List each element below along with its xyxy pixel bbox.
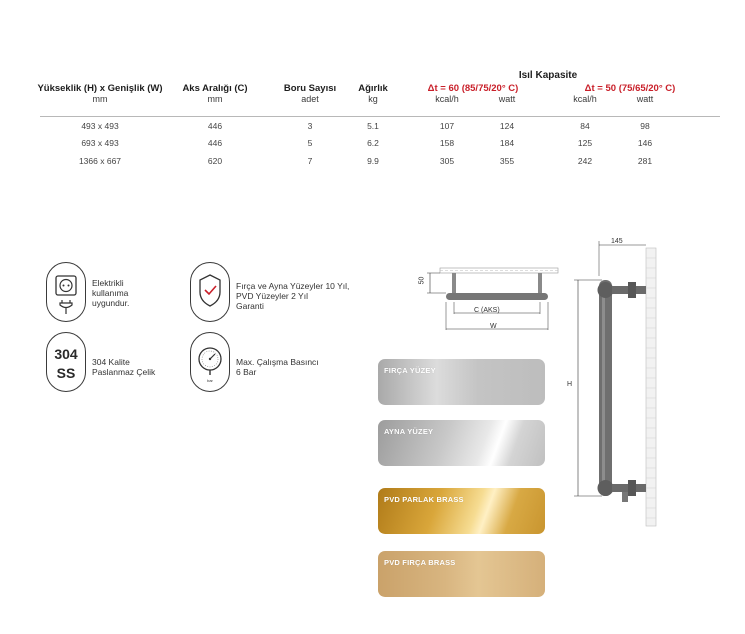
col-axis-title: Aks Aralığı (C) (182, 83, 248, 94)
cell-axis: 446 (207, 121, 223, 131)
finish-swatch-pvd-polished-brass[interactable] (378, 488, 545, 534)
pressure-gauge-icon (191, 333, 229, 391)
cell-d60-kcal: 158 (439, 138, 455, 148)
cell-d50-kcal: 84 (580, 121, 590, 131)
cell-d60-watt: 124 (499, 121, 515, 131)
finish-label: AYNA YÜZEY (384, 427, 434, 436)
dim-145-label: 145 (611, 238, 623, 245)
cell-weight: 9.9 (367, 156, 379, 166)
pressure-line-2: 6 Bar (236, 367, 257, 377)
cell-axis: 446 (207, 138, 223, 148)
warranty-line-3: Garanti (236, 301, 264, 311)
cell-d50-watt: 281 (637, 156, 653, 166)
electric-line-3: uygundur. (92, 298, 130, 308)
side-view-diagram (568, 236, 668, 536)
steel-badge-top: 304 (54, 346, 78, 362)
delta60-unit-kcal: kcal/h (435, 94, 459, 104)
col-pipes-title: Boru Sayısı (283, 83, 337, 94)
steel-line-1: 304 Kalite (92, 357, 130, 367)
cell-pipes: 3 (307, 121, 313, 131)
delta50-unit-watt: watt (636, 94, 654, 104)
cell-d60-kcal: 107 (439, 121, 455, 131)
delta50-title: Δt = 50 (75/65/20° C) (584, 83, 676, 94)
cell-d50-kcal: 242 (577, 156, 593, 166)
gauge-bar-label: bar (207, 378, 213, 383)
finish-label: FIRÇA YÜZEY (384, 366, 436, 375)
cell-d50-kcal: 125 (577, 138, 593, 148)
finish-label: PVD PARLAK BRASS (384, 495, 464, 504)
cell-d60-watt: 355 (499, 156, 515, 166)
electric-socket-icon (47, 263, 85, 321)
cell-weight: 5.1 (367, 121, 379, 131)
cell-d60-watt: 184 (499, 138, 515, 148)
col-weight-title: Ağırlık (358, 83, 388, 94)
col-axis-unit: mm (207, 94, 223, 104)
pressure-line-1: Max. Çalışma Basıncı (236, 357, 319, 367)
cell-size: 493 x 493 (81, 121, 119, 131)
warranty-text (236, 281, 349, 311)
steel-text (92, 357, 155, 377)
cell-size: 693 x 493 (81, 138, 119, 148)
col-pipes-unit: adet (301, 94, 319, 104)
steel-badge (46, 332, 86, 392)
cell-pipes: 7 (307, 156, 313, 166)
electric-line-2: kullanıma (92, 288, 129, 298)
table-rule (40, 116, 720, 117)
finish-swatch-pvd-brushed-brass[interactable] (378, 551, 545, 597)
steel-badge-bottom: SS (56, 365, 76, 381)
finish-swatch-mirror[interactable] (378, 420, 545, 466)
finish-swatch-brushed[interactable] (378, 359, 545, 405)
cell-d60-kcal: 305 (439, 156, 455, 166)
warranty-badge (190, 262, 230, 322)
pressure-text (236, 357, 319, 377)
cell-weight: 6.2 (367, 138, 379, 148)
finish-label: PVD FIRÇA BRASS (384, 558, 456, 567)
cell-axis: 620 (207, 156, 223, 166)
delta60-title: Δt = 60 (85/75/20° C) (427, 83, 519, 94)
shield-check-icon (191, 263, 229, 321)
dim-h-label: H (567, 381, 573, 388)
electric-text (92, 278, 129, 308)
dim-c-aks-label: C (AKS) (474, 307, 500, 314)
warranty-line-2: PVD Yüzeyler 2 Yıl (236, 291, 308, 301)
delta60-unit-watt: watt (498, 94, 516, 104)
cell-d50-watt: 98 (640, 121, 650, 131)
cell-pipes: 5 (307, 138, 313, 148)
warranty-line-1: Fırça ve Ayna Yüzeyler 10 Yıl, (236, 281, 350, 291)
electric-line-1: Elektrikli (92, 278, 124, 288)
col-size-title: Yükseklik (H) x Genişlik (W) (37, 83, 163, 94)
pressure-badge (190, 332, 230, 392)
top-view-diagram (410, 262, 570, 342)
steel-line-2: Paslanmaz Çelik (92, 367, 156, 377)
cell-size: 1366 x 667 (78, 156, 122, 166)
spec-table (30, 68, 720, 178)
col-weight-unit: kg (368, 94, 378, 104)
cell-d50-watt: 146 (637, 138, 653, 148)
dim-50-label: 50 (418, 276, 426, 285)
thermal-capacity-header: Isıl Kapasite (518, 70, 578, 81)
col-size-unit: mm (92, 94, 108, 104)
dim-w-label: W (490, 323, 497, 330)
electric-badge (46, 262, 86, 322)
delta50-unit-kcal: kcal/h (573, 94, 597, 104)
